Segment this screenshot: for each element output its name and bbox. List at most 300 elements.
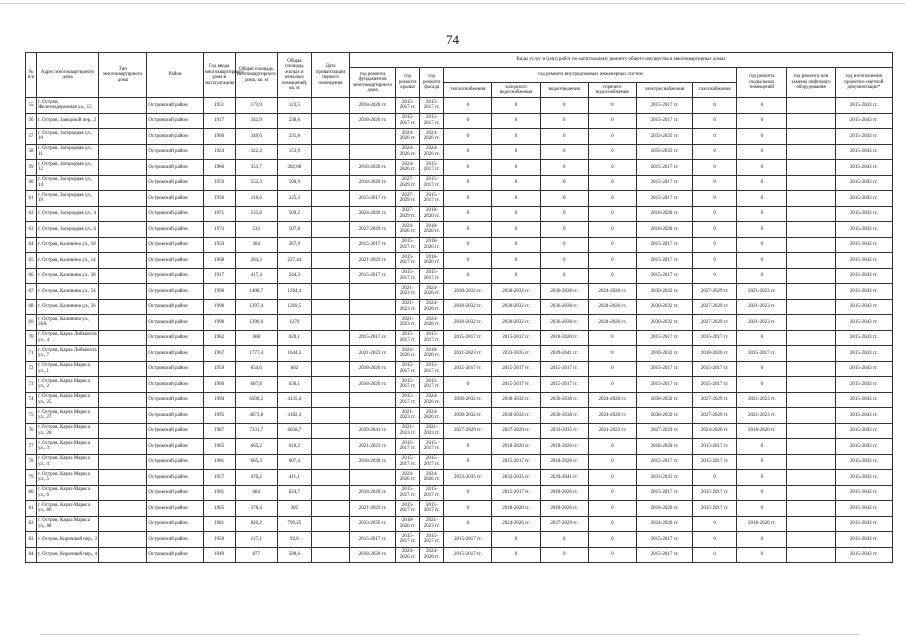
cell-elevator bbox=[787, 408, 835, 424]
cell-cold-water: 2030-2032 гг. bbox=[492, 315, 540, 331]
cell-total-area: 665,3 bbox=[235, 454, 277, 470]
cell-year: 1924 bbox=[203, 144, 235, 160]
cell-total-area: 1397,4 bbox=[235, 299, 277, 315]
table-row bbox=[26, 501, 893, 517]
cell-hot-water: 2024-2026 гг. bbox=[588, 284, 636, 300]
cell-heat: 0 bbox=[444, 175, 492, 191]
cell-heat: 0 bbox=[444, 160, 492, 176]
cell-district: Островский район bbox=[147, 516, 203, 532]
cell-year: 1981 bbox=[203, 516, 235, 532]
cell-facade: 2015-2017 гг. bbox=[420, 454, 444, 470]
cell-district: Островский район bbox=[147, 237, 203, 253]
cell-foundation bbox=[350, 299, 396, 315]
cell-total-area: 533 bbox=[235, 222, 277, 238]
cell-gas: 0 bbox=[693, 206, 737, 222]
cell-district: Островский район bbox=[147, 268, 203, 284]
cell-design: 2015-2043 гг. bbox=[835, 113, 892, 129]
cell-living-area: 305 bbox=[277, 501, 311, 517]
cell-year: 1957 bbox=[203, 470, 235, 486]
cell-facade: 2024-2026 гг. bbox=[420, 144, 444, 160]
cell-heat: 2030-2032 гг. bbox=[444, 315, 492, 331]
cell-type bbox=[99, 470, 147, 486]
cell-living-area: 508,6 bbox=[277, 547, 311, 563]
cell-foundation: 2015-2017 гг. bbox=[350, 237, 396, 253]
cell-living-area: 227,44 bbox=[277, 253, 311, 269]
cell-facade: 2018-2020 гг. bbox=[420, 253, 444, 269]
cell-district: Островский район bbox=[147, 160, 203, 176]
cell-facade: 2024-2026 гг. bbox=[420, 547, 444, 563]
cell-living-area: 1269,5 bbox=[277, 299, 311, 315]
cell-privatization bbox=[311, 191, 349, 207]
cell-elevator bbox=[787, 501, 835, 517]
cell-no: 83 bbox=[26, 532, 37, 548]
cell-elevator bbox=[787, 222, 835, 238]
cell-living-area: 509,2 bbox=[277, 206, 311, 222]
cell-living-area: 620,1 bbox=[277, 330, 311, 346]
cell-privatization bbox=[311, 408, 349, 424]
cell-sewer: 0 bbox=[540, 237, 588, 253]
cell-year: 1987 bbox=[203, 423, 235, 439]
cell-hot-water: 2021-2023 гг. bbox=[588, 423, 636, 439]
cell-design: 2015-2043 гг. bbox=[835, 284, 892, 300]
cell-no: 65 bbox=[26, 253, 37, 269]
page-number: 74 bbox=[446, 32, 459, 47]
header-living-area: Общая площадь жилых и нежилых помещений, кв. м bbox=[277, 53, 311, 98]
cell-type bbox=[99, 175, 147, 191]
cell-electricity: 2015-2017 гг. bbox=[636, 160, 692, 176]
cell-heat: 0 bbox=[444, 98, 492, 114]
cell-gas: 2015-2017 гг. bbox=[693, 501, 737, 517]
cell-heat: 0 bbox=[444, 129, 492, 145]
table-row bbox=[26, 175, 893, 191]
cell-type bbox=[99, 253, 147, 269]
cell-no: 55 bbox=[26, 98, 37, 114]
cell-type bbox=[99, 516, 147, 532]
cell-type bbox=[99, 361, 147, 377]
cell-foundation bbox=[350, 392, 396, 408]
header-heat: теплоснабжения bbox=[444, 83, 492, 98]
cell-hot-water: 2024-2026 гг. bbox=[588, 408, 636, 424]
cell-living-area: 282,06 bbox=[277, 160, 311, 176]
cell-privatization bbox=[311, 516, 349, 532]
cell-facade: 2015-2017 гг. bbox=[420, 113, 444, 129]
header-hot-water: горячего водоснабжения bbox=[588, 83, 636, 98]
cell-sewer: 0 bbox=[540, 144, 588, 160]
cell-roof: 2015-2017 гг. bbox=[396, 485, 420, 501]
header-systems-group: год ремонта внутридомовых инженерных систем bbox=[444, 68, 737, 83]
cell-facade: 2015-2017 гг. bbox=[420, 268, 444, 284]
cell-gas: 0 bbox=[693, 191, 737, 207]
cell-address: г. Остров, Загородная ул., 14 bbox=[37, 175, 99, 191]
cell-basement: 0 bbox=[737, 253, 787, 269]
cell-district: Островский район bbox=[147, 222, 203, 238]
cell-hot-water: 0 bbox=[588, 237, 636, 253]
cell-facade: 2021-2023 гг. bbox=[420, 516, 444, 532]
cell-sewer: 2027-2029 гг. bbox=[540, 516, 588, 532]
table-row bbox=[26, 485, 893, 501]
cell-cold-water: 2033-2035 гг. bbox=[492, 346, 540, 362]
cell-privatization bbox=[311, 284, 349, 300]
table-row bbox=[26, 299, 893, 315]
cell-hot-water: 0 bbox=[588, 330, 636, 346]
header-facade: год ремонта фасада bbox=[420, 68, 444, 98]
cell-design: 2015-2043 гг. bbox=[835, 144, 892, 160]
cell-roof: 2015-2017 гг. bbox=[396, 98, 420, 114]
cell-cold-water: 0 bbox=[492, 113, 540, 129]
table-row bbox=[26, 144, 893, 160]
cell-roof: 2021-2023 гг. bbox=[396, 284, 420, 300]
cell-basement: 0 bbox=[737, 98, 787, 114]
cell-gas: 2027-2029 гг. bbox=[693, 315, 737, 331]
cell-design: 2015-2043 гг. bbox=[835, 454, 892, 470]
cell-elevator bbox=[787, 392, 835, 408]
header-design: год изготовления проектно-сметной документации* bbox=[835, 68, 892, 98]
cell-total-area: 4673,8 bbox=[235, 408, 277, 424]
cell-facade: 2024-2026 гг. bbox=[420, 470, 444, 486]
cell-hot-water: 0 bbox=[588, 98, 636, 114]
cell-privatization bbox=[311, 113, 349, 129]
cell-hot-water: 0 bbox=[588, 144, 636, 160]
cell-heat: 0 bbox=[444, 222, 492, 238]
cell-heat: 2030-2032 гг. bbox=[444, 392, 492, 408]
cell-sewer: 0 bbox=[540, 222, 588, 238]
header-cold-water: холодного водоснабжения bbox=[492, 83, 540, 98]
cell-facade: 2015-2017 гг. bbox=[420, 175, 444, 191]
cell-address: г. Остров, Карла Маркса ул., 3 bbox=[37, 439, 99, 455]
cell-facade: 2018-2020 гг. bbox=[420, 346, 444, 362]
cell-cold-water: 2030-2032 гг. bbox=[492, 408, 540, 424]
cell-sewer: 2036-2038 гг. bbox=[540, 299, 588, 315]
header-total-area: Общая площадь многоквартирного дома, кв. м bbox=[235, 53, 277, 98]
cell-total-area: 1396,6 bbox=[235, 315, 277, 331]
cell-cold-water: 2015-2017 гг. bbox=[492, 377, 540, 393]
cell-elevator bbox=[787, 284, 835, 300]
cell-facade: 2015-2017 гг. bbox=[420, 330, 444, 346]
cell-facade: 2024-2026 гг. bbox=[420, 284, 444, 300]
cell-foundation bbox=[350, 129, 396, 145]
cell-cold-water: 0 bbox=[492, 547, 540, 563]
cell-living-area: 231,8 bbox=[277, 129, 311, 145]
cell-electricity: 2033-2035 гг. bbox=[636, 144, 692, 160]
cell-electricity: 2015-2017 гг. bbox=[636, 547, 692, 563]
cell-elevator bbox=[787, 377, 835, 393]
cell-living-area: 1644,5 bbox=[277, 346, 311, 362]
cell-gas: 2027-2029 гг. bbox=[693, 299, 737, 315]
cell-type bbox=[99, 454, 147, 470]
cell-facade: 2024-2026 гг. bbox=[420, 299, 444, 315]
table-row bbox=[26, 253, 893, 269]
cell-address: г. Остров, Карла Маркса ул., 4 bbox=[37, 454, 99, 470]
cell-hot-water: 0 bbox=[588, 268, 636, 284]
cell-address: г. Остров, Железнодорожная ул., 15 bbox=[37, 98, 99, 114]
cell-electricity: 2015-2017 гг. bbox=[636, 253, 692, 269]
cell-gas: 0 bbox=[693, 144, 737, 160]
cell-type bbox=[99, 268, 147, 284]
cell-type bbox=[99, 284, 147, 300]
cell-hot-water: 0 bbox=[588, 346, 636, 362]
cell-roof: 2021-2023 гг. bbox=[396, 299, 420, 315]
cell-year: 1972 bbox=[203, 222, 235, 238]
cell-heat: 0 bbox=[444, 454, 492, 470]
cell-elevator bbox=[787, 532, 835, 548]
cell-gas: 0 bbox=[693, 113, 737, 129]
cell-living-area: 238,6 bbox=[277, 113, 311, 129]
cell-basement: 2021-2023 гг. bbox=[737, 315, 787, 331]
cell-basement: 0 bbox=[737, 470, 787, 486]
cell-hot-water: 0 bbox=[588, 547, 636, 563]
cell-gas: 2027-2029 гг. bbox=[693, 392, 737, 408]
cell-address: г. Остров, Калинина ул., 30 bbox=[37, 268, 99, 284]
cell-electricity: 2024-2026 гг. bbox=[636, 516, 692, 532]
cell-facade: 2018-2020 гг. bbox=[420, 237, 444, 253]
cell-heat: 2015-2017 гг. bbox=[444, 330, 492, 346]
cell-foundation: 2021-2023 гг. bbox=[350, 439, 396, 455]
cell-basement: 0 bbox=[737, 361, 787, 377]
cell-cold-water: 0 bbox=[492, 237, 540, 253]
cell-elevator bbox=[787, 160, 835, 176]
cell-address: г. Остров, Карла Маркса ул., 5 bbox=[37, 470, 99, 486]
cell-total-area: 1400,7 bbox=[235, 284, 277, 300]
cell-elevator bbox=[787, 237, 835, 253]
cell-gas: 0 bbox=[693, 160, 737, 176]
cell-electricity: 2030-2032 гг. bbox=[636, 408, 692, 424]
cell-basement: 0 bbox=[737, 377, 787, 393]
cell-address: г. Остров, Загородная ул., 6 bbox=[37, 222, 99, 238]
cell-type bbox=[99, 98, 147, 114]
repair-schedule-table bbox=[25, 52, 893, 563]
cell-roof: 2021-2023 гг. bbox=[396, 315, 420, 331]
cell-address: г. Остров, Карла Маркса ул., 27 bbox=[37, 408, 99, 424]
cell-heat: 2021-2023 гг. bbox=[444, 346, 492, 362]
cell-design: 2015-2043 гг. bbox=[835, 392, 892, 408]
cell-gas: 0 bbox=[693, 129, 737, 145]
cell-sewer: 0 bbox=[540, 129, 588, 145]
cell-design: 2015-2043 гг. bbox=[835, 299, 892, 315]
cell-total-area: 1777,4 bbox=[235, 346, 277, 362]
cell-elevator bbox=[787, 129, 835, 145]
table-row bbox=[26, 454, 893, 470]
cell-design: 2015-2043 гг. bbox=[835, 330, 892, 346]
cell-address: г. Остров, Карла Маркса ул., 2 bbox=[37, 377, 99, 393]
cell-cold-water: 2015-2017 гг. bbox=[492, 361, 540, 377]
cell-sewer: 0 bbox=[540, 191, 588, 207]
cell-year: 1960 bbox=[203, 129, 235, 145]
cell-design: 2015-2043 гг. bbox=[835, 346, 892, 362]
cell-year: 1960 bbox=[203, 160, 235, 176]
cell-electricity: 2033-2035 гг. bbox=[636, 470, 692, 486]
cell-foundation: 2033-2035 гг. bbox=[350, 516, 396, 532]
cell-district: Островский район bbox=[147, 454, 203, 470]
cell-design: 2015-2043 гг. bbox=[835, 98, 892, 114]
cell-type bbox=[99, 206, 147, 222]
header-sewer: водоотведения bbox=[540, 83, 588, 98]
cell-sewer: 2033-2035 гг. bbox=[540, 423, 588, 439]
cell-privatization bbox=[311, 439, 349, 455]
cell-hot-water: 0 bbox=[588, 160, 636, 176]
cell-year: 1965 bbox=[203, 439, 235, 455]
cell-no: 76 bbox=[26, 423, 37, 439]
cell-privatization bbox=[311, 222, 349, 238]
cell-privatization bbox=[311, 268, 349, 284]
cell-electricity: 2015-2017 гг. bbox=[636, 454, 692, 470]
cell-basement: 0 bbox=[737, 439, 787, 455]
cell-living-area: 630,1 bbox=[277, 377, 311, 393]
cell-no: 70 bbox=[26, 330, 37, 346]
cell-address: г. Остров, Загородная ул., 4 bbox=[37, 206, 99, 222]
cell-privatization bbox=[311, 299, 349, 315]
cell-living-area: 6658,7 bbox=[277, 423, 311, 439]
cell-address: г. Остров, Заводской пер., 2 bbox=[37, 113, 99, 129]
cell-cold-water: 0 bbox=[492, 98, 540, 114]
cell-year: 1917 bbox=[203, 268, 235, 284]
cell-district: Островский район bbox=[147, 532, 203, 548]
cell-sewer: 2018-2020 гг. bbox=[540, 454, 588, 470]
cell-elevator bbox=[787, 454, 835, 470]
cell-design: 2015-2043 гг. bbox=[835, 532, 892, 548]
cell-sewer: 0 bbox=[540, 547, 588, 563]
cell-hot-water: 0 bbox=[588, 175, 636, 191]
cell-district: Островский район bbox=[147, 330, 203, 346]
cell-foundation bbox=[350, 315, 396, 331]
cell-design: 2015-2043 гг. bbox=[835, 129, 892, 145]
cell-address: г. Остров, Калинина ул., 54 bbox=[37, 284, 99, 300]
cell-facade: 2015-2017 гг. bbox=[420, 501, 444, 517]
cell-privatization bbox=[311, 501, 349, 517]
cell-living-area: 602 bbox=[277, 361, 311, 377]
cell-electricity: 2027-2029 гг. bbox=[636, 423, 692, 439]
cell-hot-water: 0 bbox=[588, 454, 636, 470]
cell-living-area: 4135,4 bbox=[277, 392, 311, 408]
cell-no: 67 bbox=[26, 284, 37, 300]
cell-design: 2015-2043 гг. bbox=[835, 547, 892, 563]
cell-design: 2015-2043 гг. bbox=[835, 439, 892, 455]
table-row bbox=[26, 361, 893, 377]
cell-facade: 2015-2017 гг. bbox=[420, 160, 444, 176]
cell-facade: 2018-2020 гг. bbox=[420, 222, 444, 238]
cell-year: 1996 bbox=[203, 284, 235, 300]
cell-basement: 2021-2023 гг. bbox=[737, 284, 787, 300]
cell-roof: 2015-2017 гг. bbox=[396, 501, 420, 517]
cell-roof: 2015-2017 гг. bbox=[396, 454, 420, 470]
cell-district: Островский район bbox=[147, 392, 203, 408]
cell-facade: 2018-2020 гг. bbox=[420, 206, 444, 222]
cell-privatization bbox=[311, 547, 349, 563]
cell-sewer: 2036-2038 гг. bbox=[540, 408, 588, 424]
header-no: № п/п bbox=[26, 53, 37, 98]
cell-sewer: 2036-2038 гг. bbox=[540, 392, 588, 408]
cell-elevator bbox=[787, 98, 835, 114]
table-row bbox=[26, 423, 893, 439]
cell-living-area: 4182,3 bbox=[277, 408, 311, 424]
cell-heat: 0 bbox=[444, 485, 492, 501]
cell-gas: 0 bbox=[693, 98, 737, 114]
cell-basement: 2021-2023 гг. bbox=[737, 299, 787, 315]
cell-heat: 0 bbox=[444, 268, 492, 284]
cell-privatization bbox=[311, 160, 349, 176]
cell-district: Островский район bbox=[147, 408, 203, 424]
table-row bbox=[26, 222, 893, 238]
cell-hot-water: 0 bbox=[588, 129, 636, 145]
cell-address: г. Остров, Карла Маркса ул., 25 bbox=[37, 392, 99, 408]
cell-cold-water: 0 bbox=[492, 206, 540, 222]
cell-living-area: 799,25 bbox=[277, 516, 311, 532]
cell-facade: 2015-2017 гг. bbox=[420, 98, 444, 114]
cell-design: 2015-2043 гг. bbox=[835, 377, 892, 393]
cell-address: г. Остров, Карла Маркса ул., 86 bbox=[37, 501, 99, 517]
cell-foundation: 2015-2017 гг. bbox=[350, 191, 396, 207]
cell-facade: 2024-2026 гг. bbox=[420, 129, 444, 145]
cell-roof: 2024-2026 гг. bbox=[396, 129, 420, 145]
cell-basement: 0 bbox=[737, 532, 787, 548]
cell-heat: 0 bbox=[444, 191, 492, 207]
cell-sewer: 2036-2038 гг. bbox=[540, 284, 588, 300]
cell-basement: 0 bbox=[737, 237, 787, 253]
cell-facade: 2021-2023 гг. bbox=[420, 423, 444, 439]
cell-privatization bbox=[311, 532, 349, 548]
cell-type bbox=[99, 144, 147, 160]
table-row bbox=[26, 268, 893, 284]
cell-foundation: 2021-2023 гг. bbox=[350, 346, 396, 362]
cell-address: г. Остров, Калинина ул., 56А bbox=[37, 315, 99, 331]
cell-type bbox=[99, 547, 147, 563]
cell-district: Островский район bbox=[147, 113, 203, 129]
cell-living-area: 267,9 bbox=[277, 237, 311, 253]
cell-year: 1951 bbox=[203, 98, 235, 114]
cell-sewer: 2015-2017 гг. bbox=[540, 377, 588, 393]
cell-district: Островский район bbox=[147, 315, 203, 331]
cell-electricity: 2015-2017 гг. bbox=[636, 532, 692, 548]
table-row bbox=[26, 439, 893, 455]
cell-roof: 2024-2026 гг. bbox=[396, 144, 420, 160]
cell-elevator bbox=[787, 516, 835, 532]
cell-no: 57 bbox=[26, 129, 37, 145]
cell-total-area: 284,3 bbox=[235, 253, 277, 269]
cell-district: Островский район bbox=[147, 144, 203, 160]
cell-roof: 2015-2017 гг. bbox=[396, 392, 420, 408]
cell-total-area: 6506,2 bbox=[235, 392, 277, 408]
cell-address: г. Остров, Загородная ул., 12 bbox=[37, 160, 99, 176]
cell-elevator bbox=[787, 315, 835, 331]
cell-elevator bbox=[787, 330, 835, 346]
cell-no: 78 bbox=[26, 454, 37, 470]
cell-design: 2015-2043 гг. bbox=[835, 516, 892, 532]
cell-roof: 2018-2020 гг. bbox=[396, 516, 420, 532]
cell-foundation: 2018-2020 гг. bbox=[350, 98, 396, 114]
cell-electricity: 2030-2032 гг. bbox=[636, 284, 692, 300]
cell-gas: 0 bbox=[693, 470, 737, 486]
table-row bbox=[26, 206, 893, 222]
cell-cold-water: 2024-2026 гг. bbox=[492, 516, 540, 532]
cell-electricity: 2030-2032 гг. bbox=[636, 315, 692, 331]
cell-electricity: 2015-2017 гг. bbox=[636, 268, 692, 284]
cell-gas: 0 bbox=[693, 237, 737, 253]
cell-privatization bbox=[311, 237, 349, 253]
cell-no: 60 bbox=[26, 175, 37, 191]
cell-elevator bbox=[787, 206, 835, 222]
cell-no: 74 bbox=[26, 392, 37, 408]
cell-total-area: 316,6 bbox=[235, 191, 277, 207]
cell-roof: 2021-2023 гг. bbox=[396, 423, 420, 439]
cell-gas: 2015-2017 гг. bbox=[693, 439, 737, 455]
cell-district: Островский район bbox=[147, 191, 203, 207]
cell-design: 2015-2043 гг. bbox=[835, 470, 892, 486]
cell-sewer: 2018-2020 гг. bbox=[540, 485, 588, 501]
cell-roof: 2021-2023 гг. bbox=[396, 408, 420, 424]
cell-basement: 0 bbox=[737, 129, 787, 145]
cell-hot-water: 0 bbox=[588, 206, 636, 222]
cell-district: Островский район bbox=[147, 299, 203, 315]
cell-gas: 2027-2029 гг. bbox=[693, 408, 737, 424]
